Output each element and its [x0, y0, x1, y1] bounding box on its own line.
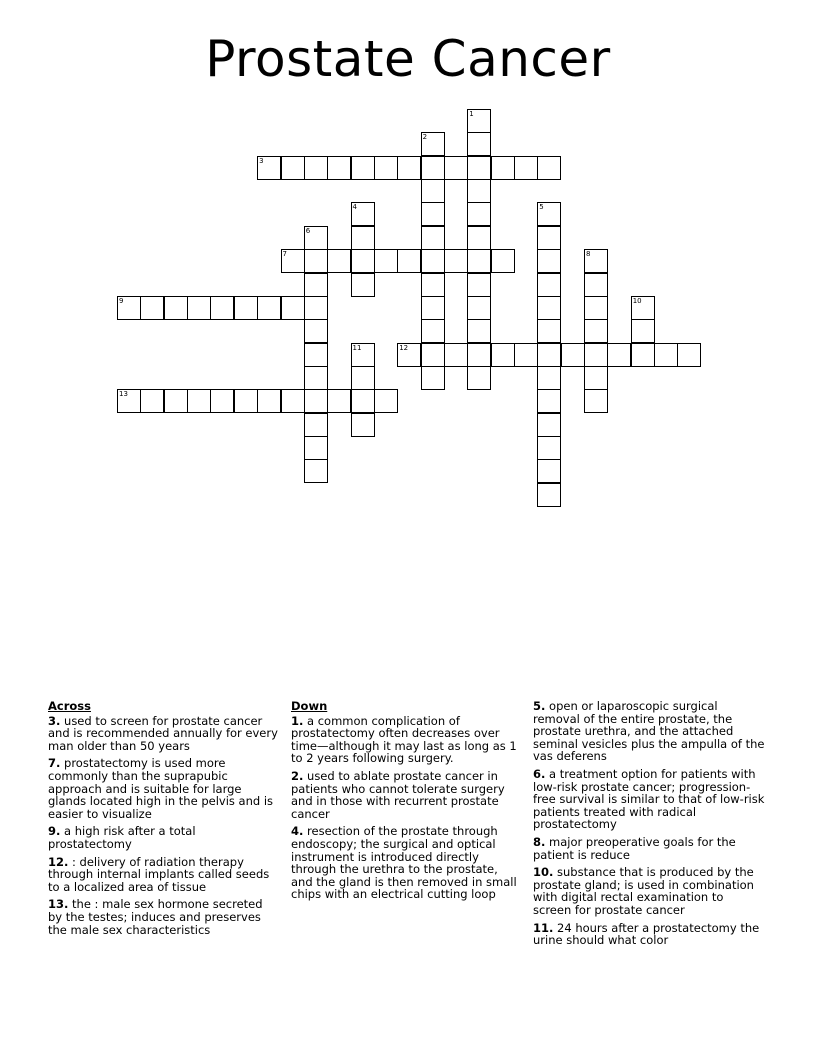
crossword-cell[interactable]: [467, 296, 491, 320]
crossword-cell[interactable]: [467, 109, 491, 133]
crossword-cell[interactable]: [584, 343, 608, 367]
crossword-cell[interactable]: [351, 202, 375, 226]
crossword-cell[interactable]: [304, 249, 328, 273]
crossword-cell[interactable]: [304, 389, 328, 413]
clue-number-label: 9: [119, 296, 124, 305]
across-clue: [48, 715, 280, 753]
clue-number-label: 10: [632, 296, 642, 305]
crossword-cell[interactable]: [281, 156, 305, 180]
crossword-cell[interactable]: [421, 296, 445, 320]
crossword-cell[interactable]: [421, 226, 445, 250]
down-clue: [291, 715, 523, 765]
crossword-cell[interactable]: [304, 156, 328, 180]
clue-number: 9.: [48, 824, 61, 839]
crossword-cell[interactable]: [514, 156, 538, 180]
crossword-cell[interactable]: [374, 156, 398, 180]
crossword-cell[interactable]: [304, 366, 328, 390]
crossword-cell[interactable]: [304, 436, 328, 460]
crossword-cell[interactable]: [537, 226, 561, 250]
crossword-cell[interactable]: [187, 296, 211, 320]
crossword-cell[interactable]: [351, 249, 375, 273]
crossword-cell[interactable]: [537, 459, 561, 483]
crossword-cell[interactable]: [234, 389, 258, 413]
crossword-cell[interactable]: [467, 249, 491, 273]
crossword-cell[interactable]: [164, 389, 188, 413]
clue-text: resection of the prostate through endoscopy; the surgical and optical instrument is introduced directly through the urethra to the prostate, and the gland is then removed in small chips with an electrical cutting loop: [291, 824, 517, 902]
clue-number: 1.: [291, 713, 304, 728]
clue-number-label: 5: [539, 203, 544, 212]
crossword-grid: [0, 0, 816, 520]
crossword-cell[interactable]: [164, 296, 188, 320]
crossword-cell[interactable]: [561, 343, 585, 367]
clue-number-label: 1: [469, 110, 474, 118]
crossword-cell[interactable]: [444, 249, 468, 273]
crossword-cell[interactable]: [584, 319, 608, 343]
clue-text: prostatectomy is used more commonly than the suprapubic approach and is suitable for large glands located high in the pelvis and is easier to visualize: [48, 756, 274, 821]
clue-number: 7.: [48, 756, 61, 771]
crossword-cell[interactable]: [537, 296, 561, 320]
crossword-cell[interactable]: [140, 296, 164, 320]
crossword-cell[interactable]: [327, 249, 351, 273]
crossword-cell[interactable]: [491, 343, 515, 367]
crossword-cell[interactable]: [491, 249, 515, 273]
crossword-cell[interactable]: [537, 413, 561, 437]
crossword-cell[interactable]: [467, 202, 491, 226]
crossword-cell[interactable]: [584, 389, 608, 413]
crossword-cell[interactable]: [257, 296, 281, 320]
crossword-cell[interactable]: [421, 249, 445, 273]
crossword-cell[interactable]: [304, 226, 328, 250]
crossword-cell[interactable]: [351, 366, 375, 390]
down-clue: [533, 700, 765, 763]
clue-number: 3.: [48, 713, 61, 728]
crossword-cell[interactable]: [257, 156, 281, 180]
clue-number-label: 4: [352, 203, 357, 212]
down-clue: [291, 825, 523, 901]
page-title: Prostate Cancer: [205, 30, 611, 88]
clue-text: : delivery of radiation therapy through internal implants called seeds to a localized area of tissue: [48, 854, 270, 894]
down-clue: [291, 770, 523, 820]
crossword-cell[interactable]: [304, 296, 328, 320]
crossword-cell[interactable]: [467, 226, 491, 250]
clue-number: 12.: [48, 854, 69, 869]
crossword-cell[interactable]: [537, 483, 561, 507]
crossword-cell[interactable]: [421, 132, 445, 156]
crossword-cell[interactable]: [537, 366, 561, 390]
across-clues: [48, 700, 280, 941]
clue-number-label: 7: [282, 250, 287, 259]
down-clue: [533, 836, 765, 861]
clue-number: 13.: [48, 897, 69, 912]
down-heading: Down: [291, 699, 328, 713]
clue-number: 10.: [533, 865, 554, 880]
across-heading: Across: [48, 699, 91, 713]
clue-number: 11.: [533, 920, 554, 935]
crossword-cell[interactable]: [421, 273, 445, 297]
crossword-cell[interactable]: [397, 156, 421, 180]
crossword-cell[interactable]: [374, 389, 398, 413]
crossword-cell[interactable]: [327, 389, 351, 413]
crossword-cell[interactable]: [631, 296, 655, 320]
crossword-cell[interactable]: [537, 156, 561, 180]
across-clue: [48, 757, 280, 820]
crossword-cell[interactable]: [467, 366, 491, 390]
crossword-cell[interactable]: [421, 343, 445, 367]
crossword-cell[interactable]: [117, 389, 141, 413]
crossword-cell[interactable]: [467, 156, 491, 180]
crossword-cell[interactable]: [397, 343, 421, 367]
crossword-cell[interactable]: [631, 343, 655, 367]
clue-text: used to screen for prostate cancer and is recommended annually for every man older than 50 years: [48, 713, 278, 753]
crossword-cell[interactable]: [421, 319, 445, 343]
crossword-cell[interactable]: [537, 273, 561, 297]
crossword-cell[interactable]: [351, 389, 375, 413]
clue-text: a high risk after a total prostatectomy: [48, 824, 196, 851]
crossword-cell[interactable]: [584, 249, 608, 273]
crossword-cell[interactable]: [327, 156, 351, 180]
crossword-cell[interactable]: [117, 296, 141, 320]
crossword-cell[interactable]: [537, 436, 561, 460]
clue-number-label: 11: [352, 343, 362, 352]
crossword-cell[interactable]: [304, 413, 328, 437]
crossword-cell[interactable]: [607, 343, 631, 367]
down-clue: [533, 768, 765, 831]
crossword-cell[interactable]: [187, 389, 211, 413]
clue-number-label: 6: [305, 226, 311, 235]
crossword-cell[interactable]: [257, 389, 281, 413]
crossword-cell[interactable]: [584, 273, 608, 297]
crossword-cell[interactable]: [444, 156, 468, 180]
crossword-cell[interactable]: [374, 249, 398, 273]
crossword-cell[interactable]: [281, 249, 305, 273]
crossword-cell[interactable]: [351, 343, 375, 367]
crossword-cell[interactable]: [467, 132, 491, 156]
across-clue: [48, 856, 280, 894]
crossword-cell[interactable]: [281, 296, 305, 320]
crossword-cell[interactable]: [281, 389, 305, 413]
crossword-cell[interactable]: [491, 156, 515, 180]
down-clue: [533, 922, 765, 947]
clue-number: 2.: [291, 768, 304, 783]
crossword-cell[interactable]: [397, 249, 421, 273]
clue-text: substance that is produced by the prostate gland; is used in combination with digital rectal examination to screen for prostate cancer: [533, 865, 754, 917]
crossword-cell[interactable]: [584, 366, 608, 390]
clue-number-label: 8: [586, 250, 591, 259]
clue-number-label: 13: [119, 390, 128, 399]
crossword-cell[interactable]: [654, 343, 678, 367]
clue-number: 5.: [533, 699, 546, 713]
crossword-cell[interactable]: [514, 343, 538, 367]
clue-text: used to ablate prostate cancer in patients who cannot tolerate surgery and in those with recurrent prostate cancer: [291, 768, 505, 821]
crossword-cell[interactable]: [467, 179, 491, 203]
crossword-cell[interactable]: [140, 389, 164, 413]
crossword-cell[interactable]: [421, 179, 445, 203]
clue-number: 6.: [533, 766, 546, 781]
crossword-cell[interactable]: [421, 156, 445, 180]
down-clue: [533, 866, 765, 916]
crossword-cell[interactable]: [351, 226, 375, 250]
clue-text: a common complication of prostatectomy often decreases over time—although it may last as long as 1 to 2 years following surgery.: [291, 713, 517, 766]
crossword-cell[interactable]: [467, 319, 491, 343]
crossword-cell[interactable]: [537, 319, 561, 343]
crossword-cell[interactable]: [421, 202, 445, 226]
crossword-cell[interactable]: [537, 343, 561, 367]
clue-text: 24 hours after a prostatectomy the urine should what color: [533, 920, 760, 948]
crossword-cell[interactable]: [584, 296, 608, 320]
crossword-cell[interactable]: [537, 249, 561, 273]
crossword-cell[interactable]: [234, 296, 258, 320]
down-clues-column-2: [533, 700, 765, 952]
crossword-cell[interactable]: [631, 319, 655, 343]
crossword-cell[interactable]: [304, 459, 328, 483]
crossword-cell[interactable]: [351, 156, 375, 180]
clue-text: open or laparoscopic surgical removal of the entire prostate, the prostate urethra, and the attached seminal vesicles plus the ampulla of the vas deferens: [533, 699, 765, 764]
clue-number: 4.: [291, 824, 304, 839]
crossword-cell[interactable]: [537, 202, 561, 226]
clue-number-label: 12: [399, 343, 409, 352]
crossword-cell[interactable]: [210, 296, 234, 320]
crossword-cell[interactable]: [467, 273, 491, 297]
crossword-cell[interactable]: [677, 343, 701, 367]
crossword-cell[interactable]: [304, 343, 328, 367]
crossword-cell[interactable]: [537, 389, 561, 413]
crossword-cell[interactable]: [351, 413, 375, 437]
clue-text: a treatment option for patients with low-risk prostate cancer; progression-free survival is similar to that of low-risk patients treated with radical prostatectomy: [533, 766, 765, 832]
clue-number: 8.: [533, 834, 546, 849]
clue-number-label: 2: [422, 133, 428, 142]
across-clue: [48, 898, 280, 936]
clue-number-label: 3: [259, 156, 264, 165]
crossword-cell[interactable]: [444, 343, 468, 367]
crossword-cell[interactable]: [351, 273, 375, 297]
crossword-cell[interactable]: [304, 319, 328, 343]
down-clues-column-1: [291, 700, 523, 906]
crossword-cell[interactable]: [467, 343, 491, 367]
clue-text: the : male sex hormone secreted by the testes; induces and preserves the male sex characteristics: [48, 897, 263, 937]
crossword-cell[interactable]: [304, 273, 328, 297]
clue-text: major preoperative goals for the patient is reduce: [533, 834, 736, 862]
across-clue: [48, 825, 280, 850]
crossword-cell[interactable]: [210, 389, 234, 413]
crossword-cell[interactable]: [421, 366, 445, 390]
